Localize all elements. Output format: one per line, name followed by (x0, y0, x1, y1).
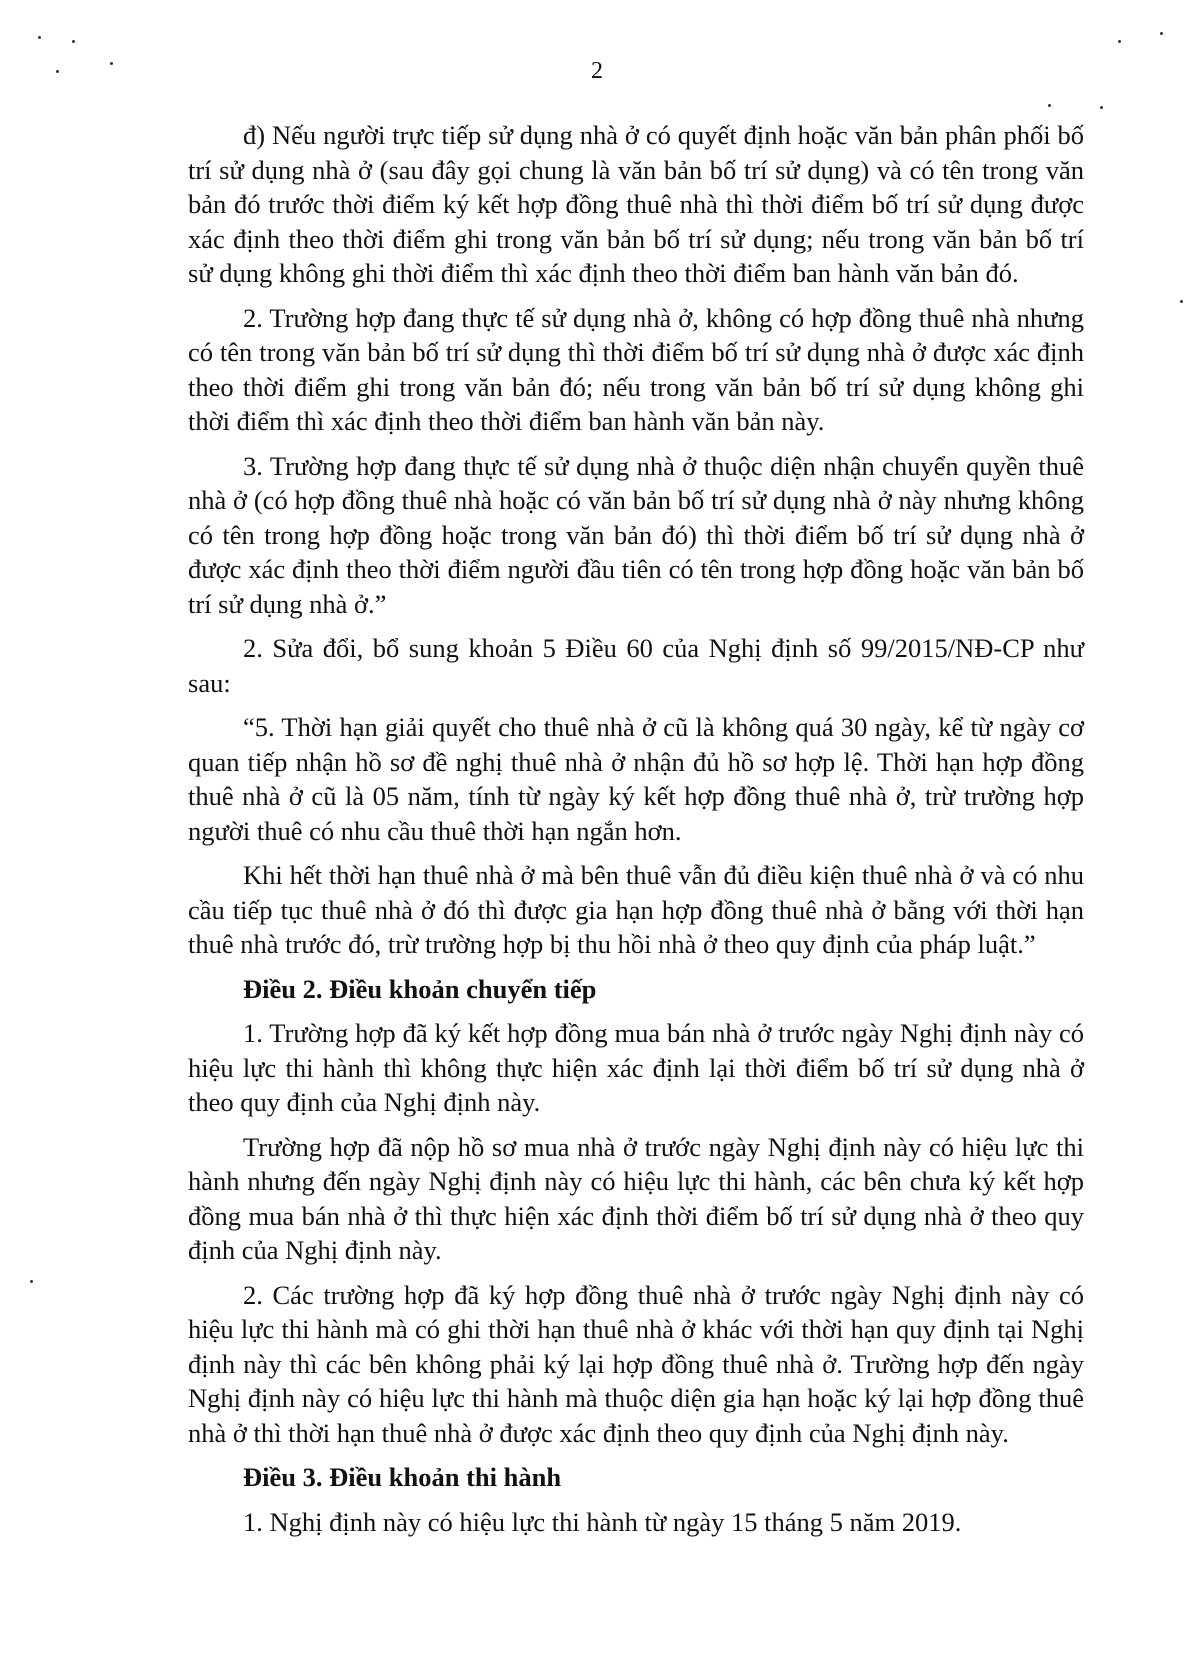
paragraph-transition-1: 1. Trường hợp đã ký kết hợp đồng mua bán nhà ở trước ngày Nghị định này có hiệu lực thi hành thì không thực hiện xác định lại thời điểm bố trí sử dụng nhà ở theo quy định của Nghị định này. (188, 1018, 1084, 1117)
scan-speck (1118, 40, 1121, 43)
heading-article-2: Điều 2. Điều khoản chuyển tiếp (243, 973, 597, 1004)
scan-speck (30, 1280, 33, 1283)
paragraph-lease-extension: Khi hết thời hạn thuê nhà ở mà bên thuê vẫn đủ điều kiện thuê nhà ở và có nhu cầu tiếp tục thuê nhà ở đó thì được gia hạn hợp đồng thuê nhà ở bằng với thời hạn thuê nhà trước đó, trừ trường hợp bị thu hồi nhà ở theo quy định của pháp luật.” (188, 860, 1084, 959)
paragraph-transition-1b: Trường hợp đã nộp hồ sơ mua nhà ở trước ngày Nghị định này có hiệu lực thi hành nhưng đến ngày Nghị định này có hiệu lực thi hành, các bên chưa ký kết hợp đồng mua bán nhà ở thì thực hiện xác định thời điểm bố trí sử dụng nhà ở theo quy định của Nghị định này. (188, 1131, 1084, 1265)
paragraph-amend-article-60: 2. Sửa đổi, bổ sung khoản 5 Điều 60 của Nghị định số 99/2015/NĐ-CP như sau: (188, 633, 1084, 698)
scan-speck (1160, 32, 1163, 35)
paragraph-effective-date: 1. Nghị định này có hiệu lực thi hành từ ngày 15 tháng 5 năm 2019. (243, 1506, 962, 1537)
paragraph-clause-5-lease-term: “5. Thời hạn giải quyết cho thuê nhà ở cũ là không quá 30 ngày, kể từ ngày cơ quan tiếp nhận hồ sơ đề nghị thuê nhà ở nhận đủ hồ sơ hợp lệ. Thời hạn hợp đồng thuê nhà ở cũ là 05 năm, tính từ ngày ký kết hợp đồng thuê nhà ở, trừ trường hợp người thuê có nhu cầu thuê thời hạn ngắn hơn. (188, 712, 1084, 846)
paragraph-clause-2-no-lease: 2. Trường hợp đang thực tế sử dụng nhà ở, không có hợp đồng thuê nhà nhưng có tên trong văn bản bố trí sử dụng thì thời điểm bố trí sử dụng nhà ở được xác định theo thời điểm ghi trong văn bản đó; nếu trong văn bản bố trí sử dụng không ghi thời điểm thì xác định theo thời điểm ban hành văn bản này. (188, 302, 1084, 436)
heading-article-3: Điều 3. Điều khoản thi hành (243, 1462, 562, 1492)
paragraph-d-allocation-time: đ) Nếu người trực tiếp sử dụng nhà ở có quyết định hoặc văn bản phân phối bố trí sử dụng nhà ở (sau đây gọi chung là văn bản bố trí sử dụng) và có tên trong văn bản đó trước thời điểm ký kết hợp đồng thuê nhà thì thời điểm bố trí sử dụng được xác định theo thời điểm ghi trong văn bản bố trí sử dụng; nếu trong văn bản bố trí sử dụng không ghi thời điểm thì xác định theo thời điểm ban hành văn bản đó. (188, 120, 1084, 288)
scan-speck (1180, 300, 1183, 303)
scan-speck (38, 36, 41, 39)
paragraph-transition-2: 2. Các trường hợp đã ký hợp đồng thuê nhà ở trước ngày Nghị định này có hiệu lực thi hành mà có ghi thời hạn thuê nhà ở khác với thời hạn quy định tại Nghị định này thì các bên không phải ký lại hợp đồng thuê nhà ở. Trường hợp đến ngày Nghị định này có hiệu lực thi hành mà thuộc diện gia hạn hoặc ký lại hợp đồng thuê nhà ở thì thời hạn thuê nhà ở được xác định theo quy định của Nghị định này. (188, 1279, 1084, 1448)
scan-speck (110, 62, 113, 65)
scan-speck (1100, 106, 1103, 109)
page-number: 2 (591, 58, 603, 84)
scan-speck (72, 40, 75, 43)
scan-speck (1048, 104, 1051, 107)
scan-speck (56, 70, 59, 73)
paragraph-clause-3-transfer: 3. Trường hợp đang thực tế sử dụng nhà ở thuộc diện nhận chuyển quyền thuê nhà ở (có hợp đồng thuê nhà hoặc có văn bản bố trí sử dụng nhà ở này nhưng không có tên trong hợp đồng hoặc trong văn bản đó) thì thời điểm bố trí sử dụng nhà ở được xác định theo thời điểm người đầu tiên có tên trong hợp đồng hoặc văn bản bố trí sử dụng nhà ở.” (188, 450, 1084, 619)
document-body (188, 118, 1084, 1539)
